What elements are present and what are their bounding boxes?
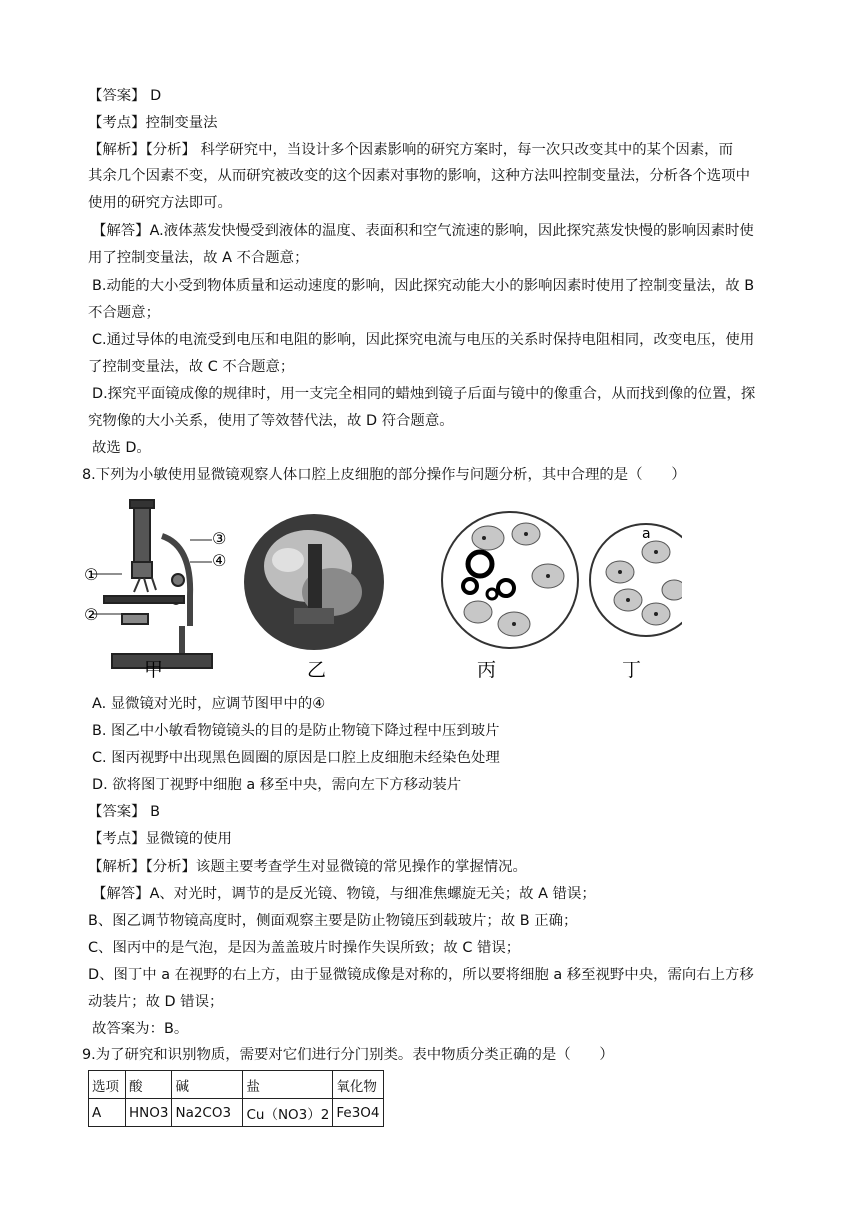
- q7-analysis-line-1: 【解析】【分析】 科学研究中，当设计多个因素影响的研究方案时，每一次只改变其中的某个因素，而: [88, 142, 733, 158]
- figure-label-yi: 乙: [307, 659, 327, 681]
- table-header-row: [89, 1071, 384, 1099]
- field-of-view-cells: [590, 524, 682, 636]
- label-4: ④: [212, 551, 227, 570]
- cell-a-label: a: [642, 526, 651, 542]
- label-3: ③: [212, 529, 227, 548]
- table-header-cell: 氧化物: [333, 1071, 383, 1099]
- q8-solution-line-4: D、图丁中 a 在视野的右上方，由于显微镜成像是对称的，所以要将细胞 a 移至视野中央，需向右上方移: [88, 967, 754, 983]
- classification-table: [88, 1070, 384, 1127]
- q8-figures-svg: [82, 496, 682, 682]
- q8-topic: 【考点】显微镜的使用: [88, 831, 232, 847]
- label-1: ①: [84, 565, 99, 584]
- q8-figure-strip: [82, 496, 682, 682]
- table-header-cell: 选项: [89, 1071, 126, 1099]
- figure-label-bing: 丙: [477, 659, 497, 681]
- q8-solution-line-1: 【解答】A、对光时，调节的是反光镜、物镜，与细准焦螺旋无关；故 A 错误；: [92, 886, 596, 902]
- q7-solution-line-9: 故选 D。: [92, 440, 151, 456]
- q7-solution-line-8: 究物像的大小关系，使用了等效替代法，故 D 符合题意。: [88, 413, 454, 429]
- q8-answer: 【答案】 B: [88, 804, 161, 820]
- photo-illustration: [244, 514, 384, 650]
- q7-solution-line-6: 了控制变量法，故 C 不合题意；: [88, 359, 295, 375]
- q7-solution-line-1: 【解答】A.液体蒸发快慢受到液体的温度、表面积和空气流速的影响，因此探究蒸发快慢的影响因素时使: [92, 223, 754, 239]
- q8-option-b: B. 图乙中小敏看物镜镜头的目的是防止物镜下降过程中压到玻片: [92, 723, 500, 739]
- table-cell: HNO3: [126, 1099, 172, 1127]
- table-header-cell: 酸: [126, 1071, 172, 1099]
- q8-solution-line-2: B、图乙调节物镜高度时，侧面观察主要是防止物镜压到载玻片；故 B 正确；: [88, 913, 578, 929]
- microscope-illustration: [92, 500, 212, 668]
- table-row: [89, 1099, 384, 1127]
- q8-analysis: 【解析】【分析】该题主要考查学生对显微镜的常见操作的掌握情况。: [88, 859, 527, 875]
- q8-solution-line-3: C、图丙中的是气泡，是因为盖盖玻片时操作失误所致；故 C 错误；: [88, 940, 521, 956]
- q7-solution-line-5: C.通过导体的电流受到电压和电阻的影响，因此探究电流与电压的关系时保持电阻相同，改变电压，使用: [92, 332, 755, 348]
- q8-option-c: C. 图丙视野中出现黑色圆圈的原因是口腔上皮细胞未经染色处理: [92, 750, 500, 766]
- q9-stem: 9.为了研究和识别物质，需要对它们进行分门别类。表中物质分类正确的是（ ）: [82, 1047, 614, 1063]
- table-header-cell: 碱: [172, 1071, 243, 1099]
- q8-stem: 8.下列为小敏使用显微镜观察人体口腔上皮细胞的部分操作与问题分析，其中合理的是（ ）: [82, 467, 686, 483]
- table-cell: A: [89, 1099, 126, 1127]
- q7-analysis-line-3: 使用的研究方法即可。: [88, 195, 232, 211]
- q7-solution-line-2: 用了控制变量法，故 A 不合题意；: [88, 250, 309, 266]
- q7-solution-line-7: D.探究平面镜成像的规律时，用一支完全相同的蜡烛到镜子后面与镜中的像重合，从而找到像的位置，探: [92, 386, 756, 402]
- table-header-cell: 盐: [243, 1071, 333, 1099]
- q8-option-d: D. 欲将图丁视野中细胞 a 移至中央，需向左下方移动装片: [92, 777, 462, 793]
- q7-solution-line-3: B.动能的大小受到物体质量和运动速度的影响，因此探究动能大小的影响因素时使用了控制变量法，故 B: [92, 278, 755, 294]
- figure-label-jia: 甲: [144, 659, 164, 681]
- table-cell: Fe3O4: [333, 1099, 383, 1127]
- q8-solution-line-5: 动装片；故 D 错误；: [88, 994, 224, 1010]
- figure-label-ding: 丁: [622, 659, 642, 681]
- q8-solution-line-6: 故答案为：B。: [92, 1021, 189, 1037]
- q7-answer: 【答案】 D: [88, 88, 162, 104]
- field-of-view-bubbles: [442, 512, 578, 648]
- label-2: ②: [84, 605, 99, 624]
- table-cell: Cu（NO3）2: [243, 1099, 333, 1127]
- q7-topic: 【考点】控制变量法: [88, 115, 218, 131]
- table-cell: Na2CO3: [172, 1099, 243, 1127]
- q7-analysis-line-2: 其余几个因素不变，从而研究被改变的这个因素对事物的影响，这种方法叫控制变量法，分析各个选项中: [88, 168, 750, 184]
- q8-option-a: A. 显微镜对光时，应调节图甲中的④: [92, 696, 326, 712]
- q7-solution-line-4: 不合题意；: [88, 305, 160, 321]
